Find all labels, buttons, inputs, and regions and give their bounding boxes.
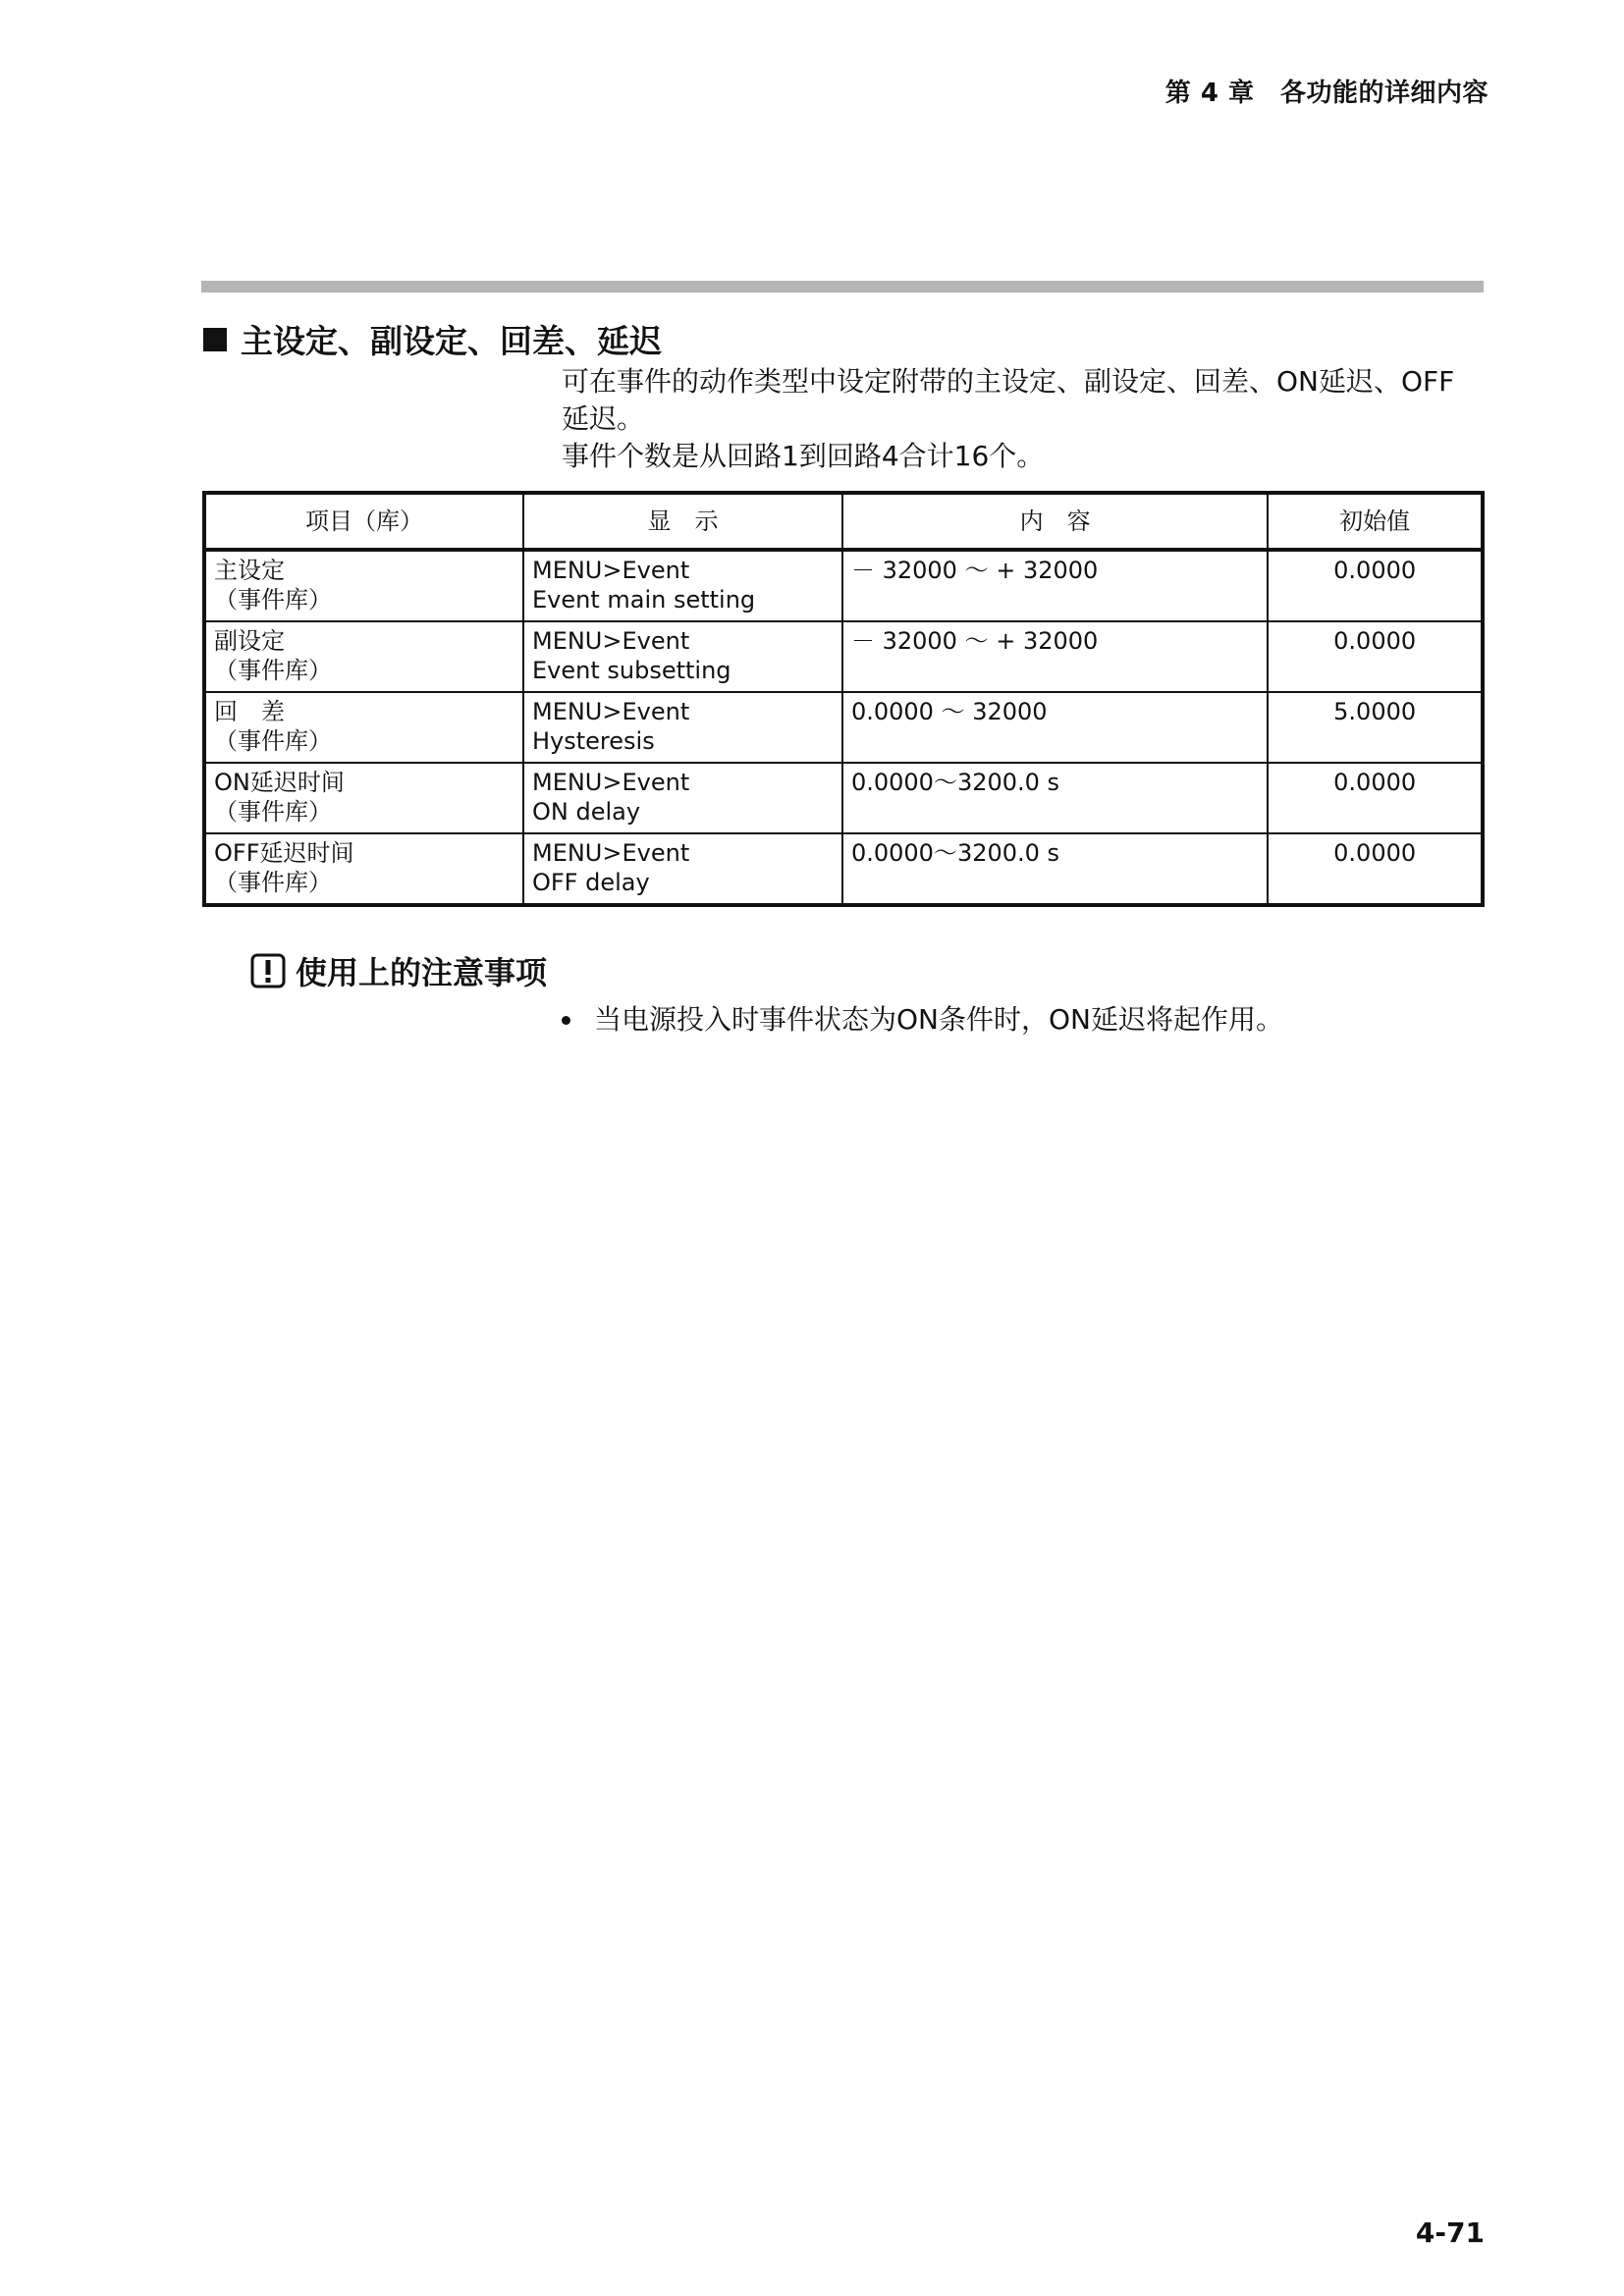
item-bank: （事件库） <box>214 586 332 614</box>
initial-value-cell: 0.0000 <box>1268 621 1483 692</box>
content-cell: － 32000 ～ + 32000 <box>842 550 1268 621</box>
list-item <box>562 1001 1283 1039</box>
display-label: Event subsetting <box>531 657 731 684</box>
item-bank: （事件库） <box>214 869 332 896</box>
item-name: ON延迟时间 <box>214 769 345 796</box>
table-row <box>204 550 1483 621</box>
table-row <box>204 692 1483 763</box>
display-label: Event main setting <box>531 586 756 614</box>
display-cell <box>523 833 842 905</box>
caution-heading <box>250 948 547 993</box>
table-row <box>204 621 1483 692</box>
item-name: 主设定 <box>214 557 285 584</box>
caution-title: 使用上的注意事项 <box>296 954 548 991</box>
caution-text: 当电源投入时事件状态为ON条件时，ON延迟将起作用。 <box>594 1003 1283 1036</box>
settings-table <box>202 491 1485 907</box>
section-heading <box>203 316 662 362</box>
item-cell <box>204 833 523 905</box>
chapter-header: 第 4 章 各功能的详细内容 <box>1164 79 1489 108</box>
display-cell <box>523 763 842 833</box>
column-header-display: 显 示 <box>523 493 842 550</box>
display-label: ON delay <box>531 798 641 826</box>
display-menu-path: MENU>Event <box>531 557 690 584</box>
page-number: 4-71 <box>1415 2216 1485 2249</box>
section-divider <box>201 281 1484 293</box>
initial-value-cell: 5.0000 <box>1268 692 1483 763</box>
intro-line: 延迟。 <box>562 402 645 435</box>
table-row <box>204 833 1483 905</box>
intro-line: 可在事件的动作类型中设定附带的主设定、副设定、回差、ON延迟、OFF <box>562 365 1455 398</box>
display-cell <box>523 621 842 692</box>
section-title: 主设定、副设定、回差、延迟 <box>241 322 662 360</box>
initial-value-cell: 0.0000 <box>1268 763 1483 833</box>
caution-exclamation-icon <box>250 953 286 988</box>
item-name: 回 差 <box>214 698 285 725</box>
initial-value-cell: 0.0000 <box>1268 550 1483 621</box>
display-menu-path: MENU>Event <box>531 769 690 796</box>
intro-line: 事件个数是从回路1到回路4合计16个。 <box>562 440 1045 472</box>
bullet-dot-icon <box>562 1016 570 1025</box>
display-menu-path: MENU>Event <box>531 627 690 655</box>
content-cell: 0.0000～3200.0 s <box>842 763 1268 833</box>
display-cell <box>523 550 842 621</box>
display-label: Hysteresis <box>531 727 655 755</box>
item-bank: （事件库） <box>214 727 332 755</box>
column-header-content: 内 容 <box>842 493 1268 550</box>
item-bank: （事件库） <box>214 798 332 826</box>
item-cell <box>204 550 523 621</box>
display-menu-path: MENU>Event <box>531 839 690 867</box>
column-header-item: 项目（库） <box>204 493 523 550</box>
item-cell <box>204 621 523 692</box>
table-header-row <box>204 493 1483 550</box>
square-bullet-icon <box>203 328 227 351</box>
item-cell <box>204 763 523 833</box>
item-name: 副设定 <box>214 627 285 655</box>
content-cell: － 32000 ～ + 32000 <box>842 621 1268 692</box>
caution-list <box>562 1001 1283 1039</box>
content-cell: 0.0000 ～ 32000 <box>842 692 1268 763</box>
item-name: OFF延迟时间 <box>214 839 354 867</box>
initial-value-cell: 0.0000 <box>1268 833 1483 905</box>
display-label: OFF delay <box>531 869 650 896</box>
display-menu-path: MENU>Event <box>531 698 690 725</box>
item-bank: （事件库） <box>214 657 332 684</box>
display-cell <box>523 692 842 763</box>
section-intro <box>562 363 1485 475</box>
content-cell: 0.0000～3200.0 s <box>842 833 1268 905</box>
table-row <box>204 763 1483 833</box>
item-cell <box>204 692 523 763</box>
column-header-initial: 初始值 <box>1268 493 1483 550</box>
